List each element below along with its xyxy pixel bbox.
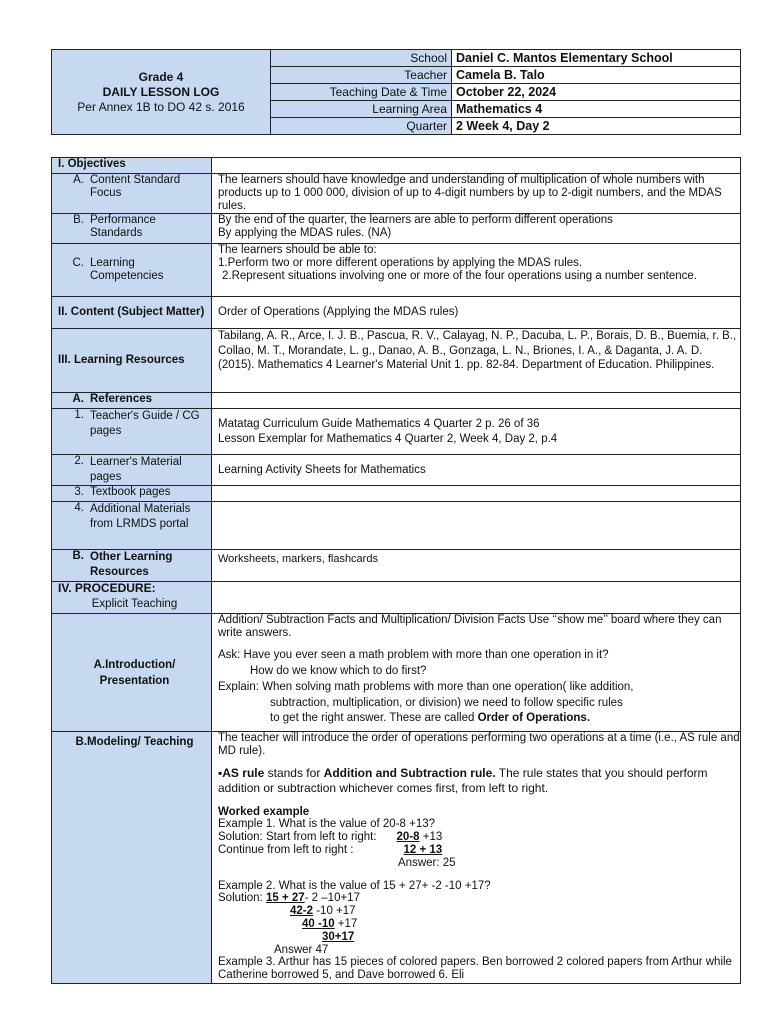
order-of-operations: Order of Operations. xyxy=(477,712,591,724)
intro-line: Addition/ Subtraction Facts and Multiplication/ Division Facts Use ‘‘show me’’ board where they can write answers. xyxy=(218,614,722,639)
ask-line: Ask: Have you ever seen a math problem with more than one operation in it? xyxy=(218,649,609,661)
additional-materials-label xyxy=(52,502,212,550)
textbook-empty xyxy=(212,486,741,502)
step-bold: 15 + 27 xyxy=(265,892,305,905)
area-label: Learning Area xyxy=(271,101,452,118)
step-text: Solution: xyxy=(218,892,266,905)
date-label: Teaching Date & Time xyxy=(271,84,452,101)
procedure-empty xyxy=(212,582,741,614)
teachers-guide-text xyxy=(212,409,741,455)
content-standard-label xyxy=(52,174,212,214)
other-resources-text: Worksheets, markers, flashcards xyxy=(212,550,741,582)
text-line: The learners should be able to: xyxy=(218,244,377,256)
as-rule: AS rule xyxy=(222,765,265,780)
example-2-answer: Answer 47 xyxy=(274,943,329,956)
annex-label: Per Annex 1B to DO 42 s. 2016 xyxy=(77,99,245,114)
textbook-label xyxy=(52,486,212,502)
explain-line: subtraction, multiplication, or division) we need to follow specific rules xyxy=(270,696,623,709)
item-number: 4. xyxy=(74,502,84,514)
content-text: Order of Operations (Applying the MDAS rules) xyxy=(212,297,741,329)
competencies-label xyxy=(52,244,212,297)
lesson-table xyxy=(51,157,741,984)
learners-material-text: Learning Activity Sheets for Mathematics xyxy=(212,455,741,486)
content-standard-text: The learners should have knowledge and understanding of multiplication of whole numbers with products up to 1 000 000, division of up to 4-digit numbers by up to 2-digit numbers, and the MDAS rules. xyxy=(212,174,741,214)
modeling-text xyxy=(212,732,741,984)
text-line: Lesson Exemplar for Mathematics 4 Quarter 2, Week 4, Day 2, p.4 xyxy=(218,432,558,445)
text-line: Matatag Curriculum Guide Mathematics 4 Quarter 2 p. 26 of 36 xyxy=(218,417,540,430)
teacher-value: Camela B. Talo xyxy=(452,67,741,84)
text-line: By applying the MDAS rules. (NA) xyxy=(218,227,392,239)
references-empty xyxy=(212,393,741,409)
item-label: Learner's Material pages xyxy=(90,456,182,483)
step-text: -10 +17 xyxy=(313,905,356,918)
modeling-label: B.Modeling/ Teaching xyxy=(52,732,212,984)
quarter-label: Quarter xyxy=(271,118,452,135)
objectives-title: I. Objectives xyxy=(52,158,212,174)
step-bold: 42-2 xyxy=(290,905,314,918)
procedure-title: IV. PROCEDURE: xyxy=(58,581,156,595)
worked-example-title: Worked example xyxy=(218,805,310,818)
item-label: References xyxy=(90,393,153,405)
item-label: Learning Competencies xyxy=(90,257,164,282)
school-label: School xyxy=(271,50,452,67)
as-rule-name: Addition and Subtraction rule. xyxy=(323,765,496,780)
intro-label: A.Introduction/ Presentation xyxy=(52,614,212,732)
other-resources-label xyxy=(52,550,212,582)
model-intro: The teacher will introduce the order of operations performing two operations at a time (i.e., AS rule and MD rule). xyxy=(218,732,740,757)
procedure-subtitle: Explicit Teaching xyxy=(91,598,178,610)
step-bold: 40 -10 xyxy=(302,917,335,930)
example-3: Example 3. Arthur has 15 pieces of colored papers. Ben borrowed 2 colored papers from Arthur while Catherine borrowed 5, and Dave borrowed 6. Eli xyxy=(218,956,732,982)
example-1-step xyxy=(218,831,740,844)
as-rule-line xyxy=(218,766,740,796)
step-text: Solution: Start from left to right: xyxy=(218,831,377,844)
example-1: Example 1. What is the value of 20-8 +13? xyxy=(218,818,436,831)
step-bold: 30+17 xyxy=(322,930,355,943)
grade-label: Grade 4 xyxy=(138,69,184,84)
bullet-icon: ▪ xyxy=(218,765,223,780)
performance-standard-text xyxy=(212,214,741,244)
as-text: The rule states that you should perform addition or subtraction whichever comes first, from left to right. xyxy=(218,765,708,795)
competencies-text xyxy=(212,244,741,297)
references-label xyxy=(52,393,212,409)
item-label: Performance Standards xyxy=(90,214,156,239)
as-text: stands for xyxy=(264,765,324,780)
example-2-step xyxy=(218,931,740,944)
resources-title: III. Learning Resources xyxy=(52,329,212,393)
teacher-label: Teacher xyxy=(271,67,452,84)
item-number: 3. xyxy=(74,486,84,498)
resources-text: Tabilang, A. R., Arce, I. J. B., Pascua, R. V., Calayag, N. P., Dacuba, L. P., Borais, D. B., Buemia, r. B., Collao, M. T., Morandate, L. g., Danao, A. B., Gonzaga, L. N., Briones, I. A., & Daganta, J. A. D. (2015). Mathematics 4 Learner's Material Unit 1. pp. 82-84. Department of Education. Philippines. xyxy=(212,329,741,393)
header-table xyxy=(51,49,741,135)
item-label: Content Standard Focus xyxy=(90,174,181,199)
text-line: By the end of the quarter, the learners are able to perform different operations xyxy=(218,214,613,226)
example-2-step xyxy=(218,918,740,931)
example-2-step xyxy=(218,905,740,918)
performance-standard-label xyxy=(52,214,212,244)
item-number: B. xyxy=(72,550,84,562)
additional-materials-empty xyxy=(212,502,741,550)
procedure-title-cell xyxy=(52,582,212,614)
learners-material-label xyxy=(52,455,212,486)
explain-text: to get the right answer. These are called xyxy=(270,712,478,724)
quarter-value: 2 Week 4, Day 2 xyxy=(452,118,741,135)
step-bold: 12 + 13 xyxy=(403,843,443,856)
date-value: October 22, 2024 xyxy=(452,84,741,101)
item-label: Textbook pages xyxy=(90,486,171,498)
example-2-step xyxy=(218,892,740,905)
step-text: - 2 –10+17 xyxy=(304,892,360,905)
step-text: +17 xyxy=(334,917,358,930)
step-bold: 20-8 xyxy=(396,831,420,844)
example-1-step xyxy=(218,844,740,857)
item-number: 1. xyxy=(74,409,84,421)
school-value: Daniel C. Mantos Elementary School xyxy=(452,50,741,67)
header-title-cell xyxy=(52,50,271,135)
item-number: 2. xyxy=(74,455,84,467)
item-number: A. xyxy=(72,393,84,405)
text-line: 2.Represent situations involving one or more of the four operations using a number sentence. xyxy=(222,270,697,282)
step-text: +13 xyxy=(419,831,443,844)
explain-line: Explain: When solving math problems with more than one operation( like addition, xyxy=(218,681,634,693)
item-number: C. xyxy=(72,257,84,269)
explain-line xyxy=(218,712,740,725)
teachers-guide-label xyxy=(52,409,212,455)
example-1-answer: Answer: 25 xyxy=(398,856,456,869)
ask-line: How do we know which to do first? xyxy=(250,664,427,677)
item-number: B. xyxy=(73,214,84,226)
item-label: Additional Materials from LRMDS portal xyxy=(90,503,191,530)
item-number: A. xyxy=(73,174,84,186)
example-2: Example 2. What is the value of 15 + 27+ -2 -10 +17? xyxy=(218,879,491,892)
objectives-empty xyxy=(212,158,741,174)
log-title: DAILY LESSON LOG xyxy=(102,84,220,99)
text-line: 1.Perform two or more different operations by applying the MDAS rules. xyxy=(218,257,583,269)
area-value: Mathematics 4 xyxy=(452,101,741,118)
step-text: Continue from left to right : xyxy=(218,843,354,856)
item-label: Teacher's Guide / CG pages xyxy=(90,410,200,437)
intro-text xyxy=(212,614,741,732)
content-title: II. Content (Subject Matter) xyxy=(52,297,212,329)
item-label: Other Learning Resources xyxy=(90,551,173,578)
